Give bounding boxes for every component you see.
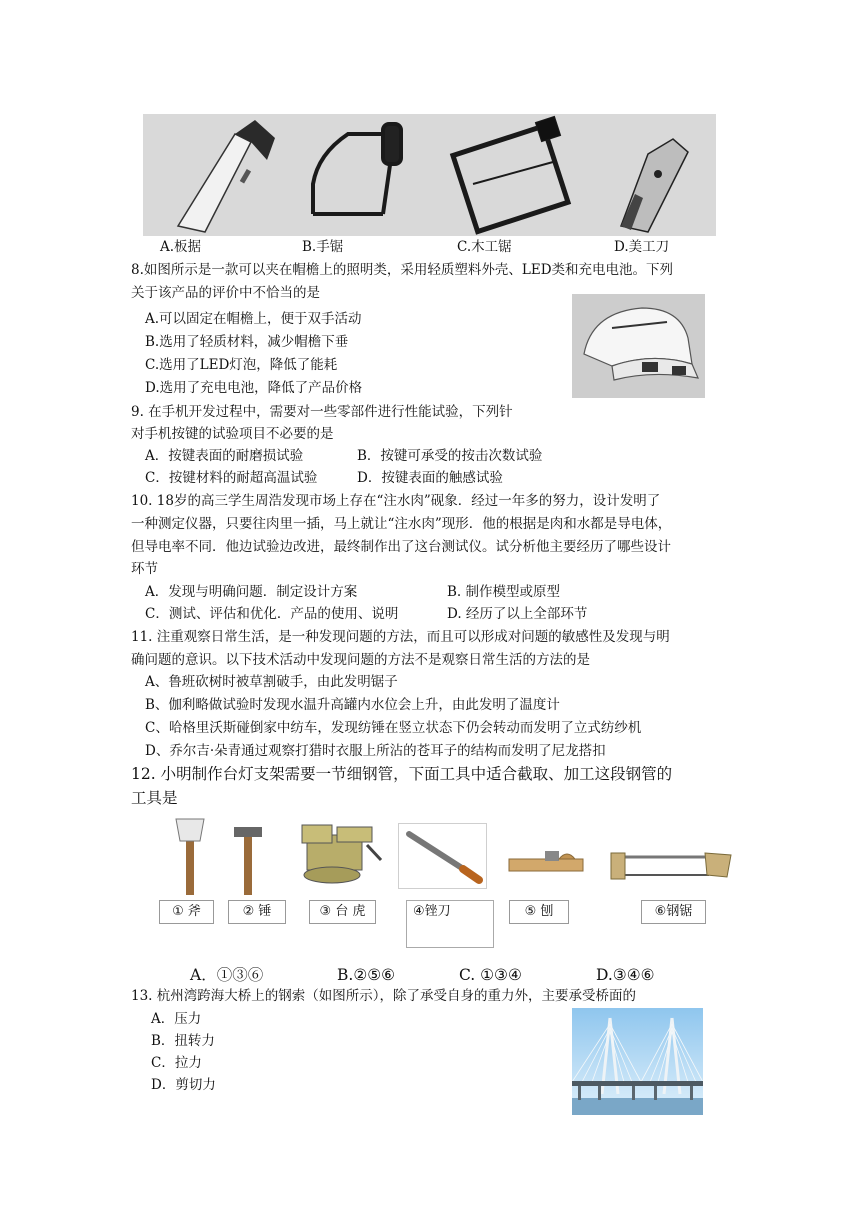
q11-stem-line1: 11. 注重观察日常生活，是一种发现问题的方法，而且可以形成对问题的敏感性及发现与明	[131, 629, 670, 645]
q13-option-d: D．剪切力	[151, 1077, 216, 1093]
q8-stem-line1: 8.如图所示是一款可以夹在帽檐上的照明类，采用轻质塑料外壳、LED类和充电电池。下列	[131, 262, 674, 278]
tool-label-hacksaw: ⑥钢锯	[641, 900, 706, 924]
plane-tool-image	[505, 845, 589, 877]
hammer-image	[228, 823, 268, 897]
axe-image	[170, 815, 210, 897]
q10-option-b: B. 制作模型或原型	[447, 584, 561, 600]
q9-stem-line1: 9. 在手机开发过程中，需要对一些零部件进行性能试验，下列针	[131, 404, 513, 420]
q12-stem-line1: 12. 小明制作台灯支架需要一节细钢管，下面工具中适合截取、加工这段钢管的	[131, 765, 673, 783]
q10-stem-line1: 10. 18岁的高三学生周浩发现市场上存在“注水肉”砚象．经过一年多的努力，设计发明了	[131, 493, 661, 509]
q10-stem-line3: 但导电率不同．他边试验边改进，最终制作出了这台测试仪。试分析他主要经历了哪些设计	[131, 539, 671, 555]
tool-label-hammer: ② 锤	[228, 900, 286, 924]
tool-label-file: ④锉刀	[406, 900, 494, 948]
q7-option-a: A.板据	[160, 239, 202, 255]
q11-stem-line2: 确问题的意识。以下技术活动中发现问题的方法不是观察日常生活的方法的是	[131, 652, 590, 668]
q9-option-d: D．按键表面的触感试验	[357, 470, 503, 486]
bench-vise-image	[297, 815, 382, 890]
tool-label-axe: ① 斧	[159, 900, 214, 924]
q8-option-c: C.选用了LED灯泡，降低了能耗	[145, 357, 338, 373]
q8-stem-line2: 关于该产品的评价中不恰当的是	[131, 285, 320, 301]
q10-stem-line4: 环节	[131, 561, 158, 577]
q11-option-c: C、哈格里沃斯碰倒家中纺车，发现纺锤在竖立状态下仍会转动而发明了立式纺纱机	[145, 720, 642, 736]
q10-option-a: A．发现与明确问题．制定设计方案	[145, 584, 358, 600]
q13-option-b: B．扭转力	[151, 1033, 215, 1049]
q12-option-a: A．①③⑥	[190, 966, 264, 984]
cap-light-photo	[572, 294, 705, 398]
q11-option-d: D、乔尔吉·朵青通过观察打猎时衣服上所沾的苍耳子的结构而发明了尼龙搭扣	[145, 743, 606, 759]
q10-stem-line2: 一种测定仪器，只要往肉里一插，马上就让“注水肉”现形．他的根据是肉和水都是导电体，	[131, 516, 672, 532]
q12-option-c: C. ①③④	[459, 966, 522, 984]
q8-option-d: D.选用了充电电池，降低了产品价格	[145, 380, 363, 396]
q10-option-c: C．测试、评估和优化．产品的使用、说明	[145, 606, 399, 622]
q7-option-b: B.手锯	[302, 239, 344, 255]
tool-label-plane: ⑤ 刨	[509, 900, 569, 924]
tool-label-vise: ③ 台 虎	[309, 900, 376, 924]
saw-tools-photo	[143, 114, 716, 236]
q13-option-c: C．拉力	[151, 1055, 202, 1071]
q9-option-c: C．按键材料的耐超高温试验	[145, 470, 318, 486]
q9-stem-line2: 对手机按键的试验项目不必要的是	[131, 426, 334, 442]
q8-option-a: A.可以固定在帽檐上，便于双手活动	[145, 311, 362, 327]
q9-option-b: B．按键可承受的按击次数试验	[357, 448, 543, 464]
q13-stem: 13. 杭州湾跨海大桥上的钢索（如图所示），除了承受自身的重力外，主要承受桥面的	[131, 988, 637, 1004]
q7-option-c: C.木工锯	[457, 239, 512, 255]
q11-option-a: A、鲁班砍树时被草割破手，由此发明锯子	[145, 674, 398, 690]
q12-option-d: D.③④⑥	[596, 966, 655, 984]
hacksaw-steel-image	[609, 847, 734, 885]
q12-option-b: B.②⑤⑥	[337, 966, 396, 984]
q12-stem-line2: 工具是	[131, 789, 178, 807]
q11-option-b: B、伽利略做试验时发现水温升高罐内水位会上升，由此发明了温度计	[145, 697, 560, 713]
bay-bridge-photo	[572, 1008, 703, 1115]
q8-option-b: B.选用了轻质材料，减少帽檐下垂	[145, 334, 349, 350]
q10-option-d: D. 经历了以上全部环节	[447, 606, 588, 622]
q7-option-d: D.美工刀	[614, 239, 670, 255]
file-tool-image	[398, 823, 487, 889]
q13-option-a: A．压力	[151, 1011, 202, 1027]
q9-option-a: A．按键表面的耐磨损试验	[145, 448, 304, 464]
